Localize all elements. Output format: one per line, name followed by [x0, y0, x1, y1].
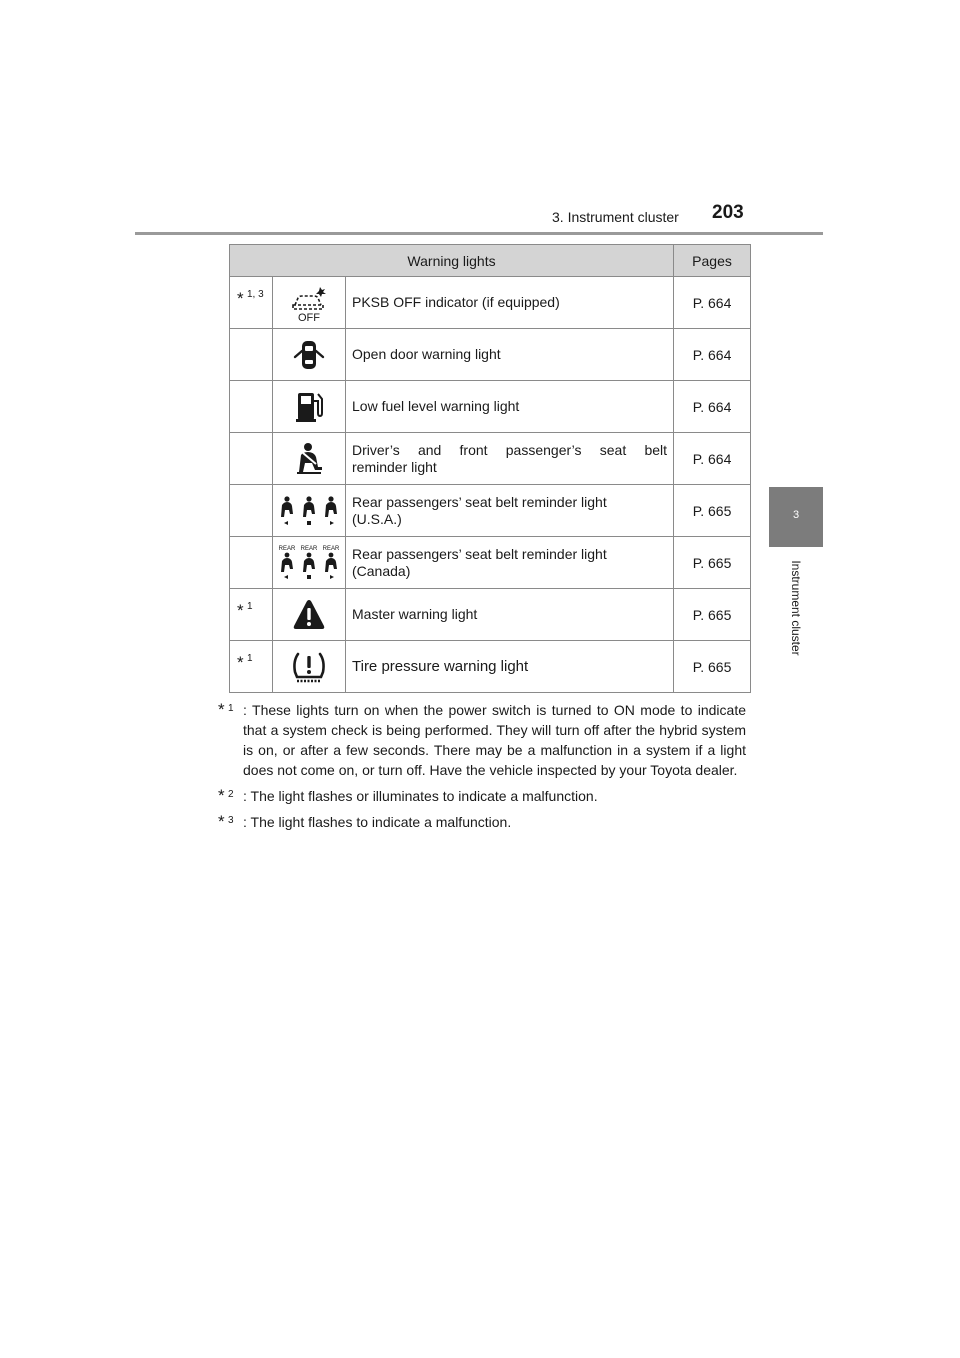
table-row: [230, 329, 751, 381]
footnote-text: : The light flashes or illuminates to indicate a malfunction.: [243, 788, 598, 804]
footnote: [218, 700, 746, 780]
description-cell: Tire pressure warning light: [346, 641, 674, 693]
description-cell: Low fuel level warning light: [346, 381, 674, 433]
footnote-marker-cell: [230, 537, 273, 589]
rear-seatbelt-usa-icon: [276, 491, 342, 531]
icon-cell: [273, 433, 346, 485]
description-cell: [346, 433, 674, 485]
footnote-marker-cell: [230, 485, 273, 537]
page-ref-link[interactable]: P. 664: [674, 329, 751, 381]
footnotes: [218, 700, 746, 832]
description-line: Rear passengers’ seat belt reminder light: [352, 545, 607, 562]
footnote: [218, 812, 746, 832]
icon-cell: [273, 329, 346, 381]
icon-cell: [273, 537, 346, 589]
section-title: 3. Instrument cluster: [552, 209, 679, 225]
fuel-pump-icon: [289, 387, 329, 427]
column-header-warning-lights: Warning lights: [230, 245, 674, 277]
asterisk: *: [237, 601, 244, 620]
footnote-ref: 1, 3: [247, 289, 264, 300]
chapter-number: 3: [792, 509, 800, 521]
warning-lights-table: [229, 244, 751, 693]
footnote-marker-cell: [230, 329, 273, 381]
page-number: 203: [712, 202, 744, 223]
rear-seatbelt-canada-icon: [276, 543, 342, 583]
page-ref-link[interactable]: P. 665: [674, 589, 751, 641]
description-line: Driver’s and front passenger’s seat belt: [352, 441, 668, 458]
asterisk: *: [218, 700, 225, 719]
footnote-marker-cell: [230, 589, 273, 641]
footnote-marker-cell: [230, 277, 273, 329]
open-door-icon: [289, 335, 329, 375]
description-line: (U.S.A.): [352, 510, 402, 527]
table-header-row: [230, 245, 751, 277]
footnote-marker-cell: [230, 433, 273, 485]
page-ref-link[interactable]: P. 665: [674, 537, 751, 589]
table-row: [230, 589, 751, 641]
footnote-number: 3: [228, 815, 234, 826]
footnote-ref: 1: [247, 601, 253, 612]
icon-cell: [273, 485, 346, 537]
rear-label: REAR: [300, 545, 318, 552]
pksb-off-icon: [287, 283, 331, 323]
icon-cell: [273, 589, 346, 641]
table-row: [230, 277, 751, 329]
asterisk: *: [237, 289, 244, 308]
column-header-pages: Pages: [674, 245, 751, 277]
page-ref-link[interactable]: P. 664: [674, 381, 751, 433]
footnote-text: : The light flashes to indicate a malfunction.: [243, 814, 512, 830]
description-cell: Open door warning light: [346, 329, 674, 381]
tire-pressure-icon: [289, 647, 329, 687]
table-row: [230, 381, 751, 433]
description-cell: PKSB OFF indicator (if equipped): [346, 277, 674, 329]
asterisk: *: [218, 812, 225, 831]
rear-label: REAR: [278, 545, 296, 552]
description-line: reminder light: [352, 458, 437, 475]
master-warning-icon: [289, 595, 329, 635]
page-ref-link[interactable]: P. 665: [674, 485, 751, 537]
icon-cell: [273, 381, 346, 433]
table-row: [230, 641, 751, 693]
icon-cell: [273, 641, 346, 693]
page-ref-link[interactable]: P. 664: [674, 433, 751, 485]
table-row: [230, 433, 751, 485]
header-divider: [135, 232, 823, 235]
asterisk: *: [218, 786, 225, 805]
description-line: Rear passengers’ seat belt reminder light: [352, 493, 607, 510]
footnote-marker-cell: [230, 641, 273, 693]
description-line: (Canada): [352, 562, 411, 579]
page-ref-link[interactable]: P. 664: [674, 277, 751, 329]
pksb-off-text: OFF: [298, 311, 320, 323]
footnote-ref: 1: [247, 653, 253, 664]
rear-label: REAR: [322, 545, 340, 552]
footnote-number: 2: [228, 789, 234, 800]
icon-cell: [273, 277, 346, 329]
table-row: [230, 485, 751, 537]
page-ref-link[interactable]: P. 665: [674, 641, 751, 693]
chapter-tab[interactable]: [769, 487, 823, 547]
table-row: [230, 537, 751, 589]
seatbelt-icon: [289, 439, 329, 479]
footnote-number: 1: [228, 703, 234, 714]
footnote-marker-cell: [230, 381, 273, 433]
description-cell: Master warning light: [346, 589, 674, 641]
description-cell: [346, 537, 674, 589]
description-cell: [346, 485, 674, 537]
asterisk: *: [237, 653, 244, 672]
footnote: [218, 786, 746, 806]
footnote-text: : These lights turn on when the power switch is turned to ON mode to indicate that a system check is being performed. They will turn off after the hybrid system is on, or after a few seconds. There may be a malfunction in a system if a light does not come on, or turn off. Have the vehicle inspected by your Toyota dealer.: [243, 702, 746, 778]
chapter-label: Instrument cluster: [789, 560, 803, 656]
